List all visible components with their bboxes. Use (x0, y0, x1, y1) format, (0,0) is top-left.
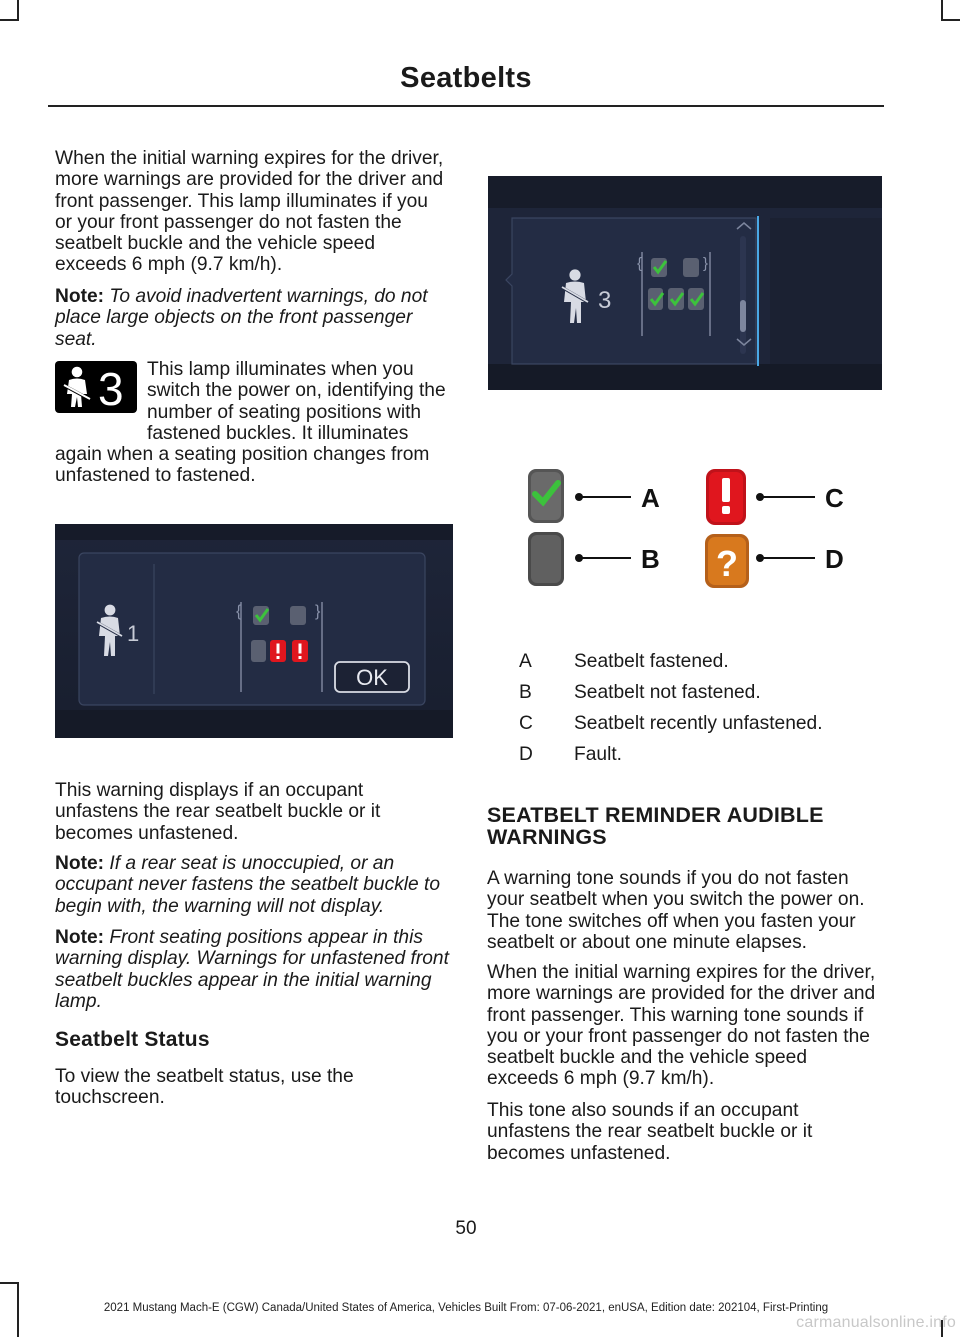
left-paragraph-2: This warning displays if an occupant unfastens the rear seatbelt buckle or it becomes unfastened. (55, 780, 381, 844)
legend-text: Seatbelt recently unfastened. (574, 713, 823, 734)
note-text: If a rear seat is unoccupied, or an occupant never fastens the seatbelt buckle to begin with, the warning will not display. (55, 853, 441, 917)
legend-key: A (519, 651, 532, 672)
right-paragraph-3: This tone also sounds if an occupant unfastens the rear seatbelt buckle or it becomes unfastened. (487, 1100, 813, 1164)
seat-rear-right (688, 288, 704, 310)
status-symbol-legend-graphic (523, 466, 883, 594)
seat-fault-icon (705, 534, 749, 588)
svg-text:{: { (637, 255, 643, 272)
lamp-description: This lamp illuminates when you switch the power on, identifying the number of seating positions with fastened buckles. It illuminates again when a seating position changes from unfastened to fastened. (55, 359, 446, 487)
crop-mark (0, 19, 19, 21)
note-text: To avoid inadvertent warnings, do not place large objects on the front passenger seat. (55, 286, 428, 350)
section-heading-seatbelt-status: Seatbelt Status (55, 1028, 210, 1051)
callout-a: A (641, 483, 660, 513)
left-note-2 (55, 853, 450, 917)
fastened-count: 1 (127, 621, 140, 646)
right-paragraph-2: When the initial warning expires for the driver, more warnings are provided for the driver and front passenger. This warning tone sounds if you or your front passenger do not fasten the seatbelt buckle and the vehicle speed exceeds 6 mph (9.7 km/h). (487, 962, 876, 1090)
watermark: carmanualsonline.info (796, 1314, 956, 1331)
rear-seatbelt-warning-figure (55, 524, 453, 738)
note-label: Note: (55, 853, 105, 874)
crop-mark (17, 0, 19, 19)
left-note-3 (55, 927, 450, 1012)
seat-unfastened-icon (528, 532, 564, 586)
fastened-count: 3 (598, 287, 612, 314)
seat-front-right (290, 606, 306, 625)
seatbelt-status-figure (488, 176, 882, 390)
seat-rear-left (251, 640, 266, 662)
callout-d: D (825, 544, 844, 574)
lamp-paragraph (55, 359, 450, 487)
svg-text:?: ? (716, 543, 738, 584)
legend-key: C (519, 713, 533, 734)
note-text: Front seating positions appear in this warning display. Warnings for unfastened front seatbelt buckles appear in the initial warning lamp. (55, 927, 449, 1012)
document-footer: 2021 Mustang Mach-E (CGW) Canada/United States of America, Vehicles Built From: 07-06-2021, enUSA, Edition date: 202104, First-Printing (103, 1302, 829, 1314)
legend-text: Seatbelt fastened. (574, 651, 729, 672)
text-wrap-spacer (55, 359, 147, 423)
scrollbar-thumb (740, 300, 746, 332)
callout-b: B (641, 544, 660, 574)
crop-mark (0, 1282, 19, 1284)
crop-mark (941, 0, 943, 19)
left-paragraph-1: When the initial warning expires for the driver, more warnings are provided for the driver and front passenger. This lamp illuminates if you or your front passenger do not fasten the seatbelt buckle and the vehicle speed exceeds 6 mph (9.7 km/h). (55, 148, 444, 276)
seat-alert-icon (706, 469, 746, 525)
left-paragraph-3: To view the seatbelt status, use the touchscreen. (55, 1066, 354, 1109)
legend-text: Fault. (574, 744, 622, 765)
left-note-1 (55, 286, 450, 350)
section-heading-audible-warnings: SEATBELT REMINDER AUDIBLE WARNINGS (487, 803, 824, 849)
seat-rear-left (648, 288, 663, 310)
svg-text:}: } (703, 255, 709, 272)
callout-c: C (825, 483, 844, 513)
page-number: 50 (455, 1218, 477, 1239)
svg-text:}: } (315, 603, 321, 620)
legend-key: B (519, 682, 532, 703)
note-label: Note: (55, 286, 105, 307)
legend-text: Seatbelt not fastened. (574, 682, 761, 703)
right-paragraph-1: A warning tone sounds if you do not fasten your seatbelt when you switch the power on. The tone switches off when you fasten your seatbelt or about one minute elapses. (487, 868, 865, 953)
seat-fastened-icon (528, 469, 564, 523)
svg-text:{: { (236, 603, 242, 620)
legend-key: D (519, 744, 533, 765)
page-title: Seatbelts (400, 62, 532, 94)
seat-front-right (683, 258, 699, 277)
crop-mark (941, 19, 960, 21)
seat-rear-center (668, 288, 684, 310)
lamp-count: 3 (98, 363, 124, 413)
note-label: Note: (55, 927, 105, 948)
ok-label: OK (356, 665, 388, 690)
header-divider (48, 105, 884, 107)
